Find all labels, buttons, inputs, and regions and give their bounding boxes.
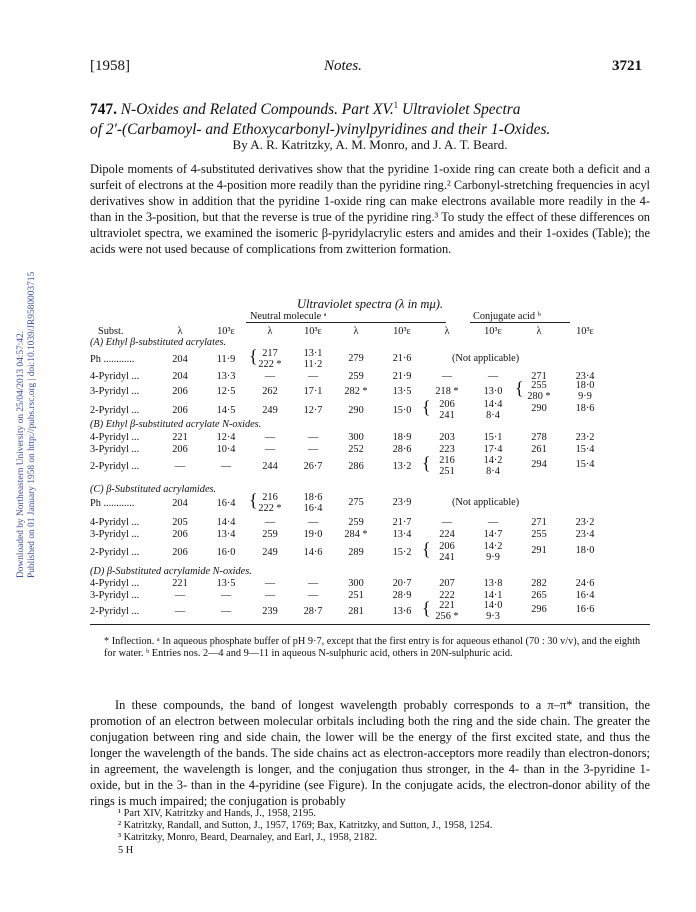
table-cell: 16·4 [303,503,323,514]
section-title: (B) Ethyl β-substituted acrylate N-oxides. [90,419,262,430]
table-cell: 14·2 [483,541,503,552]
table-cell: 296 [531,604,547,615]
table-cell: 23·4 [575,529,595,540]
table-row-label: Ph ............ [90,498,135,509]
table-cell: 13·8 [483,578,503,589]
table-cell: 16·4 [575,590,595,601]
table-cell: 13·2 [392,461,412,472]
table-cell: 222 [439,590,455,601]
reference-3: ³ Katritzky, Monro, Beard, Dearnaley, and Earl, J., 1958, 2182. [118,832,378,843]
column-header: Subst. [98,326,124,337]
table-cell: 256 * [435,611,459,622]
table-cell: 281 [348,606,364,617]
table-cell: 13·4 [392,529,412,540]
table-cell: 18·0 [575,545,595,556]
references [118,808,658,857]
table-cell: 14·6 [303,547,323,558]
table-row-label: 3-Pyridyl ... [90,529,140,540]
table-cell: 203 [439,432,455,443]
table-cell: 13·5 [392,386,412,397]
table-cell: 14·0 [483,600,503,611]
column-header: 10³ε [217,326,235,337]
table-cell: 13·6 [392,606,412,617]
article-number: 747. [90,101,117,119]
table-cell: 28·9 [392,590,412,601]
table-cell: 251 [439,466,455,477]
table-cell: 26·7 [303,461,323,472]
brace-mark: { [249,346,258,366]
table-cell: 222 * [258,359,282,370]
table-cell: 19·0 [303,529,323,540]
table-cell: 222 * [258,503,282,514]
table-cell: 278 [531,432,547,443]
download-watermark [6,120,37,580]
table-cell: 290 [531,403,547,414]
doi-link[interactable]: Published on 01 January 1958 on http://pubs.rsc.org | doi:10.1039/JR9580003715 [27,271,37,578]
table-cell: 17·1 [303,386,323,397]
table-cell: 15·1 [483,432,503,443]
table-cell: — [307,578,319,589]
table-cell: — [220,461,232,472]
table-cell: 251 [348,590,364,601]
table-cell: 218 * [435,386,459,397]
table-cell: 249 [262,405,278,416]
table-cell: 271 [531,517,547,528]
table-cell: 13·3 [216,371,236,382]
table-cell: 204 [172,498,188,509]
table-cell: 206 [439,399,455,410]
table-cell: — [174,461,186,472]
table-cell: 207 [439,578,455,589]
table-row-label: 3-Pyridyl ... [90,386,140,397]
table-cell: 9·3 [486,611,500,622]
table-cell: — [220,606,232,617]
table-cell: 206 [172,386,188,397]
reference-2: ² Katritzky, Randall, and Sutton, J., 1957, 1769; Bax, Katritzky, and Sutton, J., 1958, 1254. [118,820,493,831]
table-cell: 252 [348,444,364,455]
table-cell: 206 [172,444,188,455]
table-cell: 206 [172,529,188,540]
table-footnotes: * Inflection. ᵃ In aqueous phosphate buffer of pH 9·7, except that the first entry is for aqueous ethanol (70 : 30 v/v), and the eighth for water. ᵇ Entries nos. 2—4 and 9—11 in aqueous N-sulphuric acid, others in 20N-sulphuric acid. [104,636,641,659]
rule-conjugate [470,322,570,323]
table-cell: 239 [262,606,278,617]
table-cell: 217 [262,348,278,359]
table-cell: — [174,606,186,617]
abstract: Dipole moments of 4-substituted derivatives show that the pyridine 1-oxide ring can create both a deficit and a surfeit of electrons at the 4-position more readily than the pyridine ring.² Carbonyl-stretching frequencies in acyl derivatives show in addition that the pyridine 1-oxide ring can make electrons available more readily in the 4- than in the 3-position, but that the reverse is true of the pyridine ring.³ To study the effect of these differences on ultraviolet spectra, we examined the isomeric β-pyridylacrylic esters and amides and their 1-oxides (Table); the acids were not used because of complications from zwitterion formation. [90,162,650,256]
table-cell: 13·5 [216,578,236,589]
table-cell: 21·9 [392,371,412,382]
table-cell: 282 * [344,386,368,397]
table-cell: 8·4 [486,410,500,421]
section-title: (C) β-Substituted acrylamides. [90,484,217,495]
table-cell: — [307,444,319,455]
brace-mark: { [422,397,431,417]
not-applicable-note: (Not applicable) [452,353,520,364]
table-cell: — [307,432,319,443]
table-row-label: Ph ............ [90,354,135,365]
column-header: 10³ε [304,326,322,337]
table-row-label: 4-Pyridyl ... [90,432,140,443]
table-cell: 204 [172,371,188,382]
table-cell: 13·0 [483,386,503,397]
table-cell: 13·4 [216,529,236,540]
table-cell: 24·6 [575,578,595,589]
column-header: λ [177,326,183,337]
table-cell: — [264,590,276,601]
brace-mark: { [422,453,431,473]
table-cell: 279 [348,353,364,364]
table-cell: 28·6 [392,444,412,455]
table-row-label: 2-Pyridyl ... [90,606,140,617]
brace-mark: { [249,490,258,510]
table-cell: 282 [531,578,547,589]
table-cell: 14·2 [483,455,503,466]
table-cell: 23·9 [392,497,412,508]
table-row-label: 3-Pyridyl ... [90,590,140,601]
body-paragraph: In these compounds, the band of longest wavelength probably corresponds to a π–π* transition, the promotion of an electron between molecular orbitals including both the ring and the side chain. The greater the conjugation between ring and side chain, the lower will be the energy of the first excited state, and thus the longer the wavelength of the bands. The side chains act as electron-acceptors more readily than electron-donors; in agreement, the wavelength is longer, and the conjugation thus stronger, in the 4- than in the 3-pyridine 1-oxide, but in the 3- than in the 4-pyridine (see Figure). In the conjugate acids, the electron-donor ability of the rings is much impaired; the conjugation is probably [90,698,650,808]
group-conjugate: Conjugate acid ᵇ [473,311,541,322]
table-cell: 284 * [344,529,368,540]
table-cell: 262 [262,386,278,397]
column-header: 10³ε [484,326,502,337]
table-cell: 221 [172,432,188,443]
table-cell: 275 [348,497,364,508]
table-cell: 291 [531,545,547,556]
table-cell: 255 [531,529,547,540]
table-cell: — [307,371,319,382]
section-title: (D) β-Substituted acrylamide N-oxides. [90,566,252,577]
page-number: 3721 [612,58,642,74]
table-cell: 14·5 [216,405,236,416]
table-cell: 16·6 [575,604,595,615]
table-row-label: 3-Pyridyl ... [90,444,140,455]
table-cell: 206 [172,405,188,416]
header-year: [1958] [90,58,130,74]
body-text [90,697,650,809]
article-title: 747. N-Oxides and Related Compounds. Part XV.$^1$ Ultraviolet Spectra of 2′-(Carbamoyl- and Ethoxycarbonyl-)vinylpyridines and their 1-Oxides. [90,100,551,139]
table-cell: — [174,590,186,601]
table-cell: 18·6 [303,492,323,503]
table-cell: 259 [348,517,364,528]
table-cell: 23·4 [575,371,595,382]
table-cell: 294 [531,459,547,470]
table-cell: — [220,590,232,601]
table-cell: — [264,578,276,589]
table-cell: 13·1 [303,348,323,359]
section-title: (A) Ethyl β-substituted acrylates. [90,337,227,348]
rule-neutral [246,322,446,323]
table-cell: 206 [172,547,188,558]
table-bottom-rule [90,624,650,625]
table-cell: 271 [531,371,547,382]
table-cell: — [264,371,276,382]
table-row-label: 4-Pyridyl ... [90,578,140,589]
table-cell: 241 [439,552,455,563]
table-cell: 21·7 [392,517,412,528]
table-cell: 14·4 [216,517,236,528]
table-cell: — [487,517,499,528]
table-cell: 20·7 [392,578,412,589]
table-cell: — [307,517,319,528]
table-cell: 204 [172,354,188,365]
not-applicable-note: (Not applicable) [452,497,520,508]
table-cell: — [264,432,276,443]
table-cell: — [441,371,453,382]
table-cell: 12·4 [216,432,236,443]
brace-mark: { [422,598,431,618]
table-cell: 16·4 [216,498,236,509]
table-cell: 255 [531,380,547,391]
table-cell: 290 [348,405,364,416]
table-cell: 18·9 [392,432,412,443]
table-cell: 15·2 [392,547,412,558]
column-header: λ [267,326,273,337]
table-cell: 300 [348,432,364,443]
brace-mark: { [422,539,431,559]
authors: By A. R. Katritzky, A. M. Monro, and J. A. T. Beard. [232,137,508,152]
table-cell: 289 [348,547,364,558]
table-cell: — [264,517,276,528]
table-row-label: 4-Pyridyl ... [90,371,140,382]
table-cell: 261 [531,444,547,455]
table-cell: 205 [172,517,188,528]
table-cell: 18·6 [575,403,595,414]
column-header: λ [353,326,359,337]
brace-mark: { [515,378,524,398]
table-cell: 286 [348,461,364,472]
table-cell: 223 [439,444,455,455]
title-part1: N-Oxides and Related Compounds. Part XV. [120,101,394,119]
table-cell: 259 [262,529,278,540]
table-cell: 8·4 [486,466,500,477]
table-cell: 249 [262,547,278,558]
group-neutral: Neutral molecule ᵃ [250,311,327,322]
table-cell: 12·5 [216,386,236,397]
table-cell: 23·2 [575,517,595,528]
table-cell: — [264,444,276,455]
header-section: Notes. [324,58,362,74]
table-cell: 9·9 [486,552,500,563]
table-cell: — [307,590,319,601]
title-line2: of 2′-(Carbamoyl- and Ethoxycarbonyl-)vinylpyridines and their 1-Oxides. [90,121,551,139]
table-row-label: 2-Pyridyl ... [90,547,140,558]
download-notice: Downloaded by Northeastern University on 25/04/2013 04:57:42. [16,330,26,578]
table-cell: 14·4 [483,399,503,410]
column-header: 10³ε [576,326,594,337]
table-caption: Ultraviolet spectra (λ in mμ). [296,297,444,311]
table-cell: — [487,371,499,382]
table-cell: 280 * [527,391,551,402]
reference-1: ¹ Part XIV, Katritzky and Hands, J., 1958, 2195. [118,808,316,819]
column-header: λ [536,326,542,337]
table-cell: 14·7 [483,529,503,540]
table-cell: 18·0 [575,380,595,391]
table-cell: 28·7 [303,606,323,617]
table-cell: 241 [439,410,455,421]
table-cell: 17·4 [483,444,503,455]
table-cell: 16·0 [216,547,236,558]
column-header: λ [444,326,450,337]
table-cell: 224 [439,529,455,540]
table-cell: 10·4 [216,444,236,455]
table-cell: 221 [439,600,455,611]
table-cell: 12·7 [303,405,323,416]
table-cell: 9·9 [578,391,592,402]
table-cell: 15·0 [392,405,412,416]
table-cell: 15·4 [575,444,595,455]
table-cell: 300 [348,578,364,589]
table-cell: 216 [439,455,455,466]
table-cell: 11·9 [216,354,236,365]
table-cell: 23·2 [575,432,595,443]
table-cell: 244 [262,461,278,472]
table-cell: 221 [172,578,188,589]
table-cell: 216 [262,492,278,503]
table-cell: 21·6 [392,353,412,364]
table-cell: 265 [531,590,547,601]
column-header: 10³ε [393,326,411,337]
table-cell: 206 [439,541,455,552]
table-cell: 14·1 [483,590,503,601]
table-row-label: 2-Pyridyl ... [90,405,140,416]
table-cell: 11·2 [303,359,323,370]
table-row-label: 4-Pyridyl ... [90,517,140,528]
title-part2: Ultraviolet Spectra [402,101,521,119]
table-cell: — [441,517,453,528]
table-cell: 259 [348,371,364,382]
table-cell: 15·4 [575,459,595,470]
signature-mark: 5 H [118,845,134,856]
table-row-label: 2-Pyridyl ... [90,461,140,472]
